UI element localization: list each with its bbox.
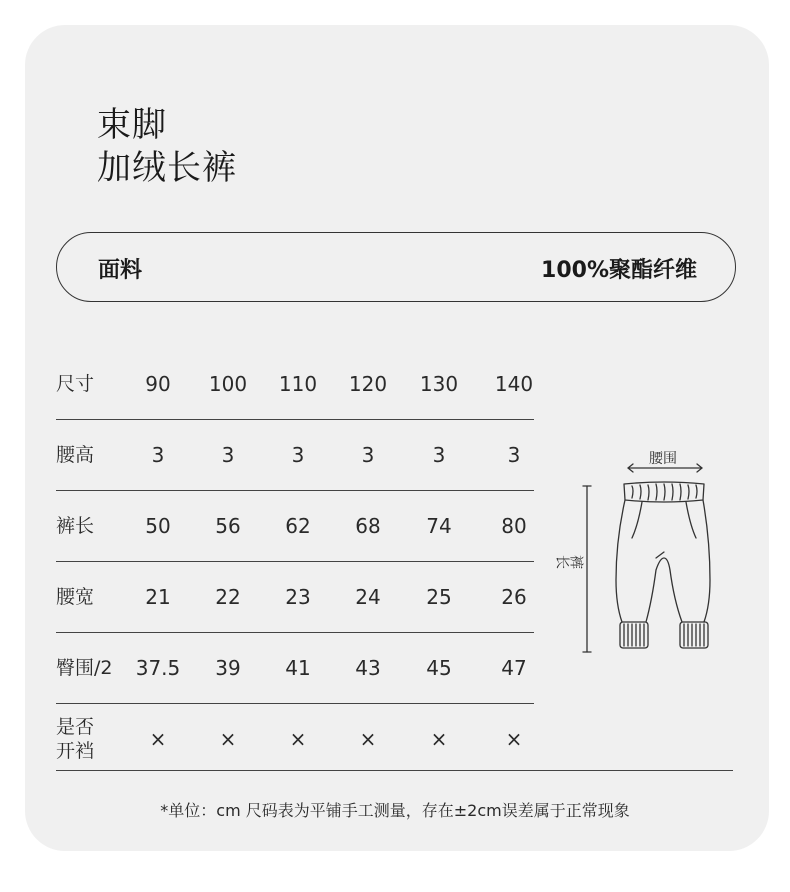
length-label: 裤长	[556, 553, 584, 569]
table-cell: 23	[285, 585, 311, 609]
table-cell: 21	[145, 585, 171, 609]
table-cell: ×	[359, 727, 377, 751]
table-cell: 26	[501, 585, 527, 609]
table-cell: 47	[501, 656, 527, 680]
table-row-size	[56, 349, 534, 420]
table-cell: 74	[426, 514, 452, 538]
pants-outline-icon	[560, 440, 760, 660]
table-cell: 62	[285, 514, 311, 538]
table-cell: 50	[145, 514, 171, 538]
table-cell: 80	[501, 514, 527, 538]
table-cell: 120	[348, 372, 388, 396]
table-cell: 45	[426, 656, 452, 680]
divider	[56, 770, 733, 771]
row-label	[56, 704, 116, 774]
table-cell: 3	[361, 443, 375, 467]
table-cell: 130	[419, 372, 459, 396]
fabric-label: 面料	[98, 258, 143, 283]
table-cell: ×	[149, 727, 167, 751]
table-cell: 90	[145, 372, 171, 396]
table-cell: 68	[355, 514, 381, 538]
table-cell: ×	[289, 727, 307, 751]
row-label: 腰宽	[56, 586, 95, 608]
table-cell: 43	[355, 656, 381, 680]
table-cell: 3	[507, 443, 521, 467]
table-cell: 3	[432, 443, 446, 467]
table-cell: ×	[219, 727, 237, 751]
table-cell: ×	[505, 727, 523, 751]
fabric-pill	[56, 232, 736, 302]
table-cell: ×	[430, 727, 448, 751]
table-row-open-crotch	[56, 704, 534, 774]
row-label: 尺寸	[56, 373, 95, 395]
table-cell: 22	[215, 585, 241, 609]
table-row-waist-width	[56, 562, 534, 633]
row-label: 腰高	[56, 444, 95, 466]
title-line-1: 束脚	[97, 105, 167, 145]
table-cell: 41	[285, 656, 311, 680]
table-cell: 24	[355, 585, 381, 609]
table-cell: 3	[291, 443, 305, 467]
footnote: *单位：cm 尺码表为平铺手工测量，存在±2cm误差属于正常现象	[160, 801, 630, 820]
waist-label: 腰围	[649, 451, 677, 467]
table-row-hip	[56, 633, 534, 704]
table-cell: 37.5	[135, 656, 181, 680]
table-cell: 3	[221, 443, 235, 467]
table-cell: 3	[151, 443, 165, 467]
title-line-2: 加绒长裤	[97, 148, 237, 188]
table-cell: 56	[215, 514, 241, 538]
product-title	[97, 104, 237, 190]
table-cell: 140	[494, 372, 534, 396]
row-label-line-2: 开裆	[56, 740, 95, 762]
row-label: 裤长	[56, 515, 95, 537]
size-table	[56, 349, 534, 774]
row-label-line-1: 是否	[56, 716, 95, 738]
fabric-value: 100%聚酯纤维	[541, 258, 697, 283]
table-cell: 110	[278, 372, 318, 396]
row-label: 臀围/2	[56, 657, 113, 679]
table-cell: 39	[215, 656, 241, 680]
table-row-pants-length	[56, 491, 534, 562]
table-cell: 100	[208, 372, 248, 396]
table-cell: 25	[426, 585, 452, 609]
table-row-waist-height	[56, 420, 534, 491]
